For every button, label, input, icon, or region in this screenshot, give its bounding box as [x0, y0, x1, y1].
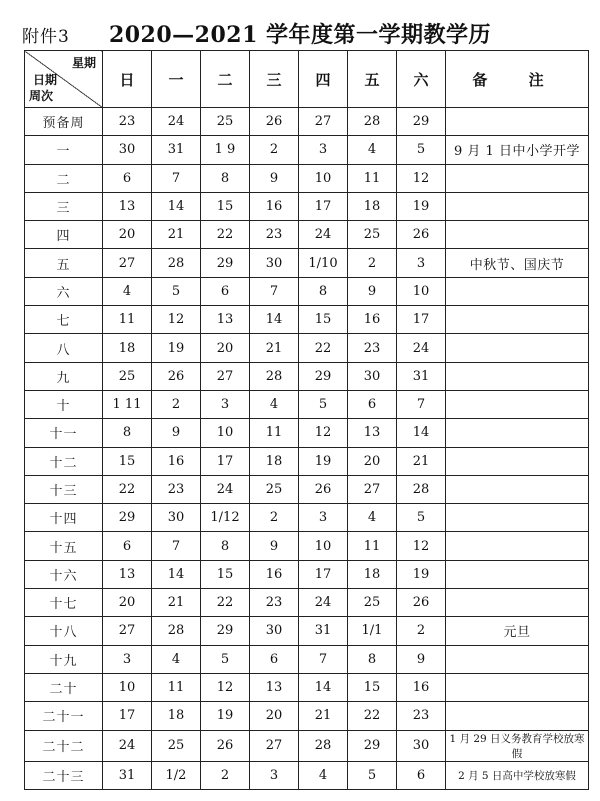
date-cell: 9: [250, 532, 299, 560]
note-cell: 2 月 5 日高中学校放寒假: [446, 761, 589, 789]
date-cell: 7: [397, 390, 446, 418]
date-cell: 8: [299, 277, 348, 305]
date-cell: 21: [250, 334, 299, 362]
table-row: [25, 673, 589, 701]
date-cell: 31: [152, 136, 201, 164]
date-cell: 6: [201, 277, 250, 305]
corner-label-week: 周次: [29, 89, 54, 103]
corner-label-weekday: 星期: [71, 56, 96, 70]
table-row: [25, 645, 589, 673]
table-row: [25, 702, 589, 730]
week-number-cell: 十三: [25, 475, 103, 503]
date-cell: 1 9: [201, 136, 250, 164]
note-cell: [446, 419, 589, 447]
date-cell: 9: [250, 164, 299, 192]
table-row: [25, 192, 589, 220]
table-row: [25, 475, 589, 503]
date-cell: 21: [299, 702, 348, 730]
date-cell: 25: [201, 108, 250, 136]
document-header: [0, 0, 600, 52]
date-cell: 15: [299, 306, 348, 334]
date-cell: 18: [348, 192, 397, 220]
date-cell: 30: [250, 617, 299, 645]
date-cell: 1/10: [299, 249, 348, 277]
week-number-cell: 四: [25, 221, 103, 249]
date-cell: 15: [103, 447, 152, 475]
date-cell: 3: [103, 645, 152, 673]
note-cell: [446, 390, 589, 418]
table-row: [25, 390, 589, 418]
column-header-monday: 一: [152, 51, 201, 108]
week-number-cell: 五: [25, 249, 103, 277]
week-number-cell: 十四: [25, 504, 103, 532]
table-row: [25, 164, 589, 192]
date-cell: 11: [348, 532, 397, 560]
table-row: [25, 419, 589, 447]
date-cell: 26: [152, 362, 201, 390]
corner-header-cell: [25, 51, 103, 108]
date-cell: 1 11: [103, 390, 152, 418]
date-cell: 27: [103, 249, 152, 277]
date-cell: 17: [299, 560, 348, 588]
date-cell: 20: [348, 447, 397, 475]
note-cell: [446, 589, 589, 617]
week-number-cell: 八: [25, 334, 103, 362]
date-cell: 13: [103, 560, 152, 588]
date-cell: 20: [103, 221, 152, 249]
date-cell: 28: [397, 475, 446, 503]
note-cell: [446, 532, 589, 560]
week-number-cell: 二: [25, 164, 103, 192]
week-number-cell: 十五: [25, 532, 103, 560]
date-cell: 12: [152, 306, 201, 334]
date-cell: 8: [348, 645, 397, 673]
date-cell: 15: [201, 192, 250, 220]
date-cell: 3: [299, 504, 348, 532]
column-header-tuesday: 二: [201, 51, 250, 108]
date-cell: 5: [299, 390, 348, 418]
date-cell: 3: [250, 761, 299, 789]
date-cell: 29: [348, 730, 397, 761]
date-cell: 7: [152, 532, 201, 560]
table-row: [25, 589, 589, 617]
date-cell: 22: [201, 221, 250, 249]
date-cell: 21: [152, 589, 201, 617]
note-cell: [446, 504, 589, 532]
date-cell: 26: [299, 475, 348, 503]
date-cell: 27: [250, 730, 299, 761]
date-cell: 25: [103, 362, 152, 390]
table-row: [25, 447, 589, 475]
date-cell: 29: [299, 362, 348, 390]
header-row: [25, 51, 589, 108]
date-cell: 16: [152, 447, 201, 475]
note-cell: [446, 192, 589, 220]
date-cell: 25: [348, 589, 397, 617]
date-cell: 5: [201, 645, 250, 673]
calendar-table: [24, 50, 589, 790]
date-cell: 30: [348, 362, 397, 390]
date-cell: 10: [397, 277, 446, 305]
date-cell: 17: [103, 702, 152, 730]
table-row: [25, 277, 589, 305]
date-cell: 6: [103, 164, 152, 192]
date-cell: 6: [103, 532, 152, 560]
week-number-cell: 七: [25, 306, 103, 334]
date-cell: 6: [397, 761, 446, 789]
table-row: [25, 306, 589, 334]
date-cell: 12: [201, 673, 250, 701]
table-row: [25, 730, 589, 761]
date-cell: 9: [152, 419, 201, 447]
date-cell: 9: [348, 277, 397, 305]
date-cell: 5: [397, 136, 446, 164]
date-cell: 6: [348, 390, 397, 418]
date-cell: 13: [348, 419, 397, 447]
week-number-cell: 二十二: [25, 730, 103, 761]
week-number-cell: 六: [25, 277, 103, 305]
date-cell: 21: [397, 447, 446, 475]
date-cell: 3: [397, 249, 446, 277]
note-cell: [446, 702, 589, 730]
date-cell: 5: [348, 761, 397, 789]
date-cell: 10: [103, 673, 152, 701]
date-cell: 8: [201, 164, 250, 192]
date-cell: 13: [103, 192, 152, 220]
date-cell: 14: [152, 560, 201, 588]
date-cell: 30: [397, 730, 446, 761]
week-number-cell: 二十: [25, 673, 103, 701]
date-cell: 17: [299, 192, 348, 220]
date-cell: 6: [250, 645, 299, 673]
date-cell: 25: [250, 475, 299, 503]
date-cell: 20: [250, 702, 299, 730]
week-number-cell: 一: [25, 136, 103, 164]
attachment-label: 附件3: [22, 27, 70, 47]
date-cell: 24: [103, 730, 152, 761]
date-cell: 24: [299, 589, 348, 617]
date-cell: 30: [103, 136, 152, 164]
date-cell: 27: [348, 475, 397, 503]
table-row: [25, 221, 589, 249]
date-cell: 24: [397, 334, 446, 362]
date-cell: 1/1: [348, 617, 397, 645]
date-cell: 4: [152, 645, 201, 673]
date-cell: 23: [250, 221, 299, 249]
table-row: [25, 617, 589, 645]
date-cell: 1/12: [201, 504, 250, 532]
date-cell: 23: [397, 702, 446, 730]
date-cell: 1/2: [152, 761, 201, 789]
date-cell: 8: [103, 419, 152, 447]
date-cell: 4: [348, 136, 397, 164]
date-cell: 5: [397, 504, 446, 532]
date-cell: 22: [103, 475, 152, 503]
date-cell: 21: [152, 221, 201, 249]
date-cell: 14: [152, 192, 201, 220]
table-row: [25, 362, 589, 390]
week-number-cell: 三: [25, 192, 103, 220]
note-cell: [446, 475, 589, 503]
date-cell: 24: [201, 475, 250, 503]
week-number-cell: 十: [25, 390, 103, 418]
date-cell: 26: [397, 221, 446, 249]
date-cell: 24: [152, 108, 201, 136]
column-header-friday: 五: [348, 51, 397, 108]
date-cell: 5: [152, 277, 201, 305]
note-cell: [446, 164, 589, 192]
date-cell: 22: [299, 334, 348, 362]
note-cell: [446, 334, 589, 362]
date-cell: 30: [250, 249, 299, 277]
date-cell: 26: [250, 108, 299, 136]
date-cell: 15: [348, 673, 397, 701]
column-header-notes: 备 注: [446, 51, 589, 108]
date-cell: 24: [299, 221, 348, 249]
date-cell: 14: [397, 419, 446, 447]
date-cell: 31: [103, 761, 152, 789]
note-cell: 1 月 29 日义务教育学校放寒假: [446, 730, 589, 761]
table-row: [25, 108, 589, 136]
date-cell: 4: [299, 761, 348, 789]
table-row: [25, 532, 589, 560]
table-row: [25, 136, 589, 164]
table-header: [25, 51, 589, 108]
week-number-cell: 十八: [25, 617, 103, 645]
date-cell: 3: [201, 390, 250, 418]
date-cell: 31: [397, 362, 446, 390]
date-cell: 14: [250, 306, 299, 334]
date-cell: 29: [397, 108, 446, 136]
date-cell: 27: [103, 617, 152, 645]
note-cell: [446, 108, 589, 136]
date-cell: 29: [103, 504, 152, 532]
note-cell: 9 月 1 日中小学开学: [446, 136, 589, 164]
date-cell: 12: [299, 419, 348, 447]
date-cell: 23: [152, 475, 201, 503]
table-row: [25, 504, 589, 532]
note-cell: [446, 645, 589, 673]
date-cell: 4: [103, 277, 152, 305]
date-cell: 18: [250, 447, 299, 475]
note-cell: [446, 221, 589, 249]
week-number-cell: 十九: [25, 645, 103, 673]
date-cell: 9: [397, 645, 446, 673]
date-cell: 2: [397, 617, 446, 645]
date-cell: 19: [397, 192, 446, 220]
date-cell: 20: [103, 589, 152, 617]
date-cell: 2: [152, 390, 201, 418]
date-cell: 10: [201, 419, 250, 447]
week-number-cell: 十一: [25, 419, 103, 447]
corner-label-date: 日期: [33, 73, 58, 87]
date-cell: 13: [250, 673, 299, 701]
date-cell: 25: [348, 221, 397, 249]
date-cell: 19: [152, 334, 201, 362]
note-cell: [446, 306, 589, 334]
date-cell: 19: [299, 447, 348, 475]
date-cell: 29: [201, 617, 250, 645]
date-cell: 13: [201, 306, 250, 334]
date-cell: 22: [201, 589, 250, 617]
date-cell: 19: [397, 560, 446, 588]
date-cell: 2: [250, 136, 299, 164]
date-cell: 16: [348, 306, 397, 334]
date-cell: 7: [250, 277, 299, 305]
week-number-cell: 十六: [25, 560, 103, 588]
table-row: [25, 334, 589, 362]
date-cell: 15: [201, 560, 250, 588]
date-cell: 23: [348, 334, 397, 362]
note-cell: [446, 277, 589, 305]
date-cell: 20: [201, 334, 250, 362]
column-header-sunday: 日: [103, 51, 152, 108]
week-number-cell: 九: [25, 362, 103, 390]
date-cell: 16: [250, 560, 299, 588]
date-cell: 8: [201, 532, 250, 560]
note-cell: [446, 362, 589, 390]
date-cell: 26: [201, 730, 250, 761]
table-row: [25, 249, 589, 277]
page-title: 2020—2021 学年度第一学期教学历: [108, 22, 492, 48]
date-cell: 11: [152, 673, 201, 701]
note-cell: 中秋节、国庆节: [446, 249, 589, 277]
date-cell: 28: [250, 362, 299, 390]
date-cell: 29: [201, 249, 250, 277]
date-cell: 2: [201, 761, 250, 789]
note-cell: 元旦: [446, 617, 589, 645]
date-cell: 10: [299, 532, 348, 560]
date-cell: 17: [201, 447, 250, 475]
week-number-cell: 预备周: [25, 108, 103, 136]
note-cell: [446, 673, 589, 701]
date-cell: 19: [201, 702, 250, 730]
date-cell: 2: [348, 249, 397, 277]
date-cell: 23: [103, 108, 152, 136]
week-number-cell: 十二: [25, 447, 103, 475]
week-number-cell: 二十一: [25, 702, 103, 730]
date-cell: 28: [152, 249, 201, 277]
note-cell: [446, 560, 589, 588]
date-cell: 16: [397, 673, 446, 701]
date-cell: 18: [103, 334, 152, 362]
date-cell: 28: [152, 617, 201, 645]
column-header-thursday: 四: [299, 51, 348, 108]
date-cell: 27: [299, 108, 348, 136]
date-cell: 18: [152, 702, 201, 730]
table-row: [25, 761, 589, 789]
date-cell: 28: [348, 108, 397, 136]
date-cell: 11: [250, 419, 299, 447]
week-number-cell: 十七: [25, 589, 103, 617]
date-cell: 16: [250, 192, 299, 220]
column-header-saturday: 六: [397, 51, 446, 108]
date-cell: 18: [348, 560, 397, 588]
date-cell: 12: [397, 164, 446, 192]
date-cell: 14: [299, 673, 348, 701]
date-cell: 7: [299, 645, 348, 673]
table-row: [25, 560, 589, 588]
date-cell: 23: [250, 589, 299, 617]
date-cell: 7: [152, 164, 201, 192]
week-number-cell: 二十三: [25, 761, 103, 789]
date-cell: 22: [348, 702, 397, 730]
date-cell: 17: [397, 306, 446, 334]
date-cell: 4: [250, 390, 299, 418]
date-cell: 11: [348, 164, 397, 192]
note-cell: [446, 447, 589, 475]
date-cell: 12: [397, 532, 446, 560]
date-cell: 10: [299, 164, 348, 192]
date-cell: 31: [299, 617, 348, 645]
date-cell: 26: [397, 589, 446, 617]
date-cell: 27: [201, 362, 250, 390]
date-cell: 30: [152, 504, 201, 532]
date-cell: 11: [103, 306, 152, 334]
date-cell: 25: [152, 730, 201, 761]
date-cell: 4: [348, 504, 397, 532]
date-cell: 2: [250, 504, 299, 532]
column-header-wednesday: 三: [250, 51, 299, 108]
date-cell: 3: [299, 136, 348, 164]
date-cell: 28: [299, 730, 348, 761]
table-body: [25, 108, 589, 790]
